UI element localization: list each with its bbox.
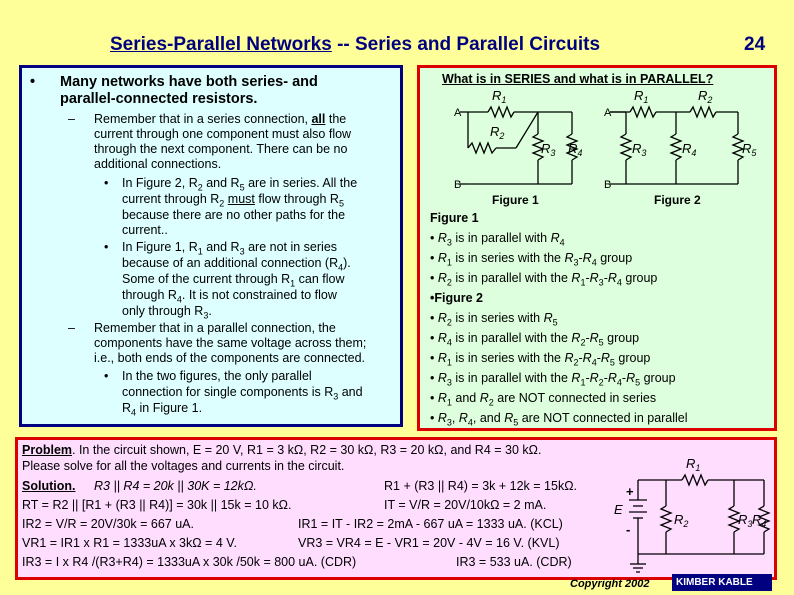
title-sub: -- Series and Parallel Circuits xyxy=(331,34,601,55)
circuit-e-label: E xyxy=(614,502,623,517)
dash2-line1: Remember that in a parallel connection, the xyxy=(94,321,336,335)
fig1-heading: Figure 1 xyxy=(430,211,479,225)
sub2-line2: because of an additional connection $(R_4)$. xyxy=(122,256,351,273)
dash1-line2: current through one component must also flow xyxy=(94,127,352,141)
sub-bullet: • xyxy=(104,369,109,383)
fig2-r2-label: $R_2$ xyxy=(698,88,713,105)
sub1-line4: current.. xyxy=(122,223,168,237)
problem-circuit xyxy=(614,454,774,578)
fig2-node-a: A xyxy=(604,107,612,119)
page-title xyxy=(110,34,600,56)
solution-2b: IT = V/R = 20V/10kΩ = 2 mA. xyxy=(384,498,547,512)
circuit-r4-label: $R_4$ xyxy=(752,512,767,529)
fig1-r3-label: $R_3$ xyxy=(541,141,556,158)
fig2-r4-label: $R_4$ xyxy=(682,141,697,158)
circuit-minus: - xyxy=(626,522,631,537)
page-number: 24 xyxy=(744,34,766,55)
fig1-node-a: A xyxy=(454,107,462,119)
series-parallel-header: What is in SERIES and what is in PARALLEL? xyxy=(442,72,714,86)
fig2-item-e: • $R_1$ and $R_2$ are NOT connected in series xyxy=(430,391,657,408)
dash-marker: – xyxy=(68,112,75,126)
bullet1-line1: Many networks have both series- and xyxy=(60,74,318,90)
solution-1b: R1 + (R3 || R4) = 3k + 12k = 15kΩ. xyxy=(384,479,578,493)
sub2-line4: through $R_4$. It is not constrained to flow xyxy=(122,288,337,305)
sub3-line3: $R_4$ in Figure 1. xyxy=(122,401,203,418)
fig1-r1-label: $R_1$ xyxy=(492,88,507,105)
solution-2a: RT = R2 || [R1 + (R3 || R4)] = 30k || 15k = 10 kΩ. xyxy=(22,498,292,512)
circuit-r3-label: $R_3$ xyxy=(738,512,753,529)
sub1-line3: because there are no other paths for the xyxy=(122,208,346,222)
figures-diagram xyxy=(420,86,774,214)
solution-3b: IR1 = IT - IR2 = 2mA - 667 uA = 1333 uA. (KCL) xyxy=(298,517,563,531)
circuit-r2-label: $R_2$ xyxy=(674,512,689,529)
solution-1a: R3 || R4 = 20k || 30K = 12kΩ. xyxy=(94,479,257,493)
sub1-line2: current through $R_2$ must flow through $R_5$ xyxy=(122,192,344,209)
dash2-line3: i.e., both ends of the components are connected. xyxy=(94,351,366,365)
fig1-caption: Figure 1 xyxy=(492,193,539,207)
problem-panel xyxy=(15,437,777,580)
fig2-r1-label: $R_1$ xyxy=(634,88,649,105)
left-panel xyxy=(19,65,403,427)
solution-3a: IR2 = V/R = 20V/30k = 667 uA. xyxy=(22,517,194,531)
fig1-r2-label: $R_2$ xyxy=(490,124,505,141)
problem-line2: Please solve for all the voltages and currents in the circuit. xyxy=(22,459,345,473)
fig2-item-f: • $R_3$, $R_4$, and $R_5$ are NOT connected in parallel xyxy=(430,411,688,428)
solution-label: Solution. xyxy=(22,479,76,493)
bullet-dot: • xyxy=(30,74,36,90)
sub2-line5: only through $R_3$. xyxy=(122,304,212,321)
title-main: Series-Parallel Networks xyxy=(110,34,332,55)
sub2-line3: Some of the current through $R_1$ can flow xyxy=(122,272,345,289)
fig1-r4-label: $R_4$ xyxy=(568,141,583,158)
circuit-plus: + xyxy=(626,484,634,499)
sub-bullet: • xyxy=(104,240,109,254)
solution-5a: IR3 = I x R4 /(R3+R4) = 1333uA x 30k /50k = 800 uA. (CDR) xyxy=(22,555,357,569)
bullet1-line2: parallel-connected resistors. xyxy=(60,91,258,107)
fig2-r3-label: $R_3$ xyxy=(632,141,647,158)
solution-5b: IR3 = 533 uA. (CDR) xyxy=(456,555,572,569)
right-panel xyxy=(417,65,777,431)
kimber-kable-logo: KIMBER KABLE xyxy=(672,574,772,591)
fig1-item-b: • $R_1$ is in series with the $R_3-R_4$ group xyxy=(430,251,633,268)
circuit-r1-label: $R_1$ xyxy=(686,456,701,473)
problem-line1: Problem. In the circuit shown, E = 20 V, R1 = 3 kΩ, R2 = 30 kΩ, R3 = 20 kΩ, and R4 = 30 kΩ. xyxy=(22,443,542,457)
fig2-item-b: • $R_4$ is in parallel with the $R_2-R_5$ group xyxy=(430,331,640,348)
sub-bullet: • xyxy=(104,176,109,190)
fig1-node-b: B xyxy=(454,179,462,191)
fig1-item-a: • $R_3$ is in parallel with $R_4$ xyxy=(430,231,565,248)
solution-4b: VR3 = VR4 = E - VR1 = 20V - 4V = 16 V. (KVL) xyxy=(298,536,560,550)
copyright-text: Copyright 2002 xyxy=(570,578,650,590)
dash1-line3: through the next component. There can be no xyxy=(94,142,348,156)
sub1-line1: In Figure 2, $R_2$ and $R_5$ are in series. All the xyxy=(122,176,358,193)
dash1-line4: additional connections. xyxy=(94,157,222,171)
sub2-line1: In Figure 1, $R_1$ and $R_3$ are not in series xyxy=(122,240,338,257)
fig1-item-c: • $R_2$ is in parallel with the $R_1-R_3-R_4$ group xyxy=(430,271,658,288)
fig2-r5-label: $R_5$ xyxy=(742,141,757,158)
fig2-node-b: B xyxy=(604,179,612,191)
dash2-line2: components have the same voltage across them; xyxy=(94,336,367,350)
sub3-line1: In the two figures, the only parallel xyxy=(122,369,312,383)
solution-4a: VR1 = IR1 x R1 = 1333uA x 3kΩ = 4 V. xyxy=(22,536,237,550)
fig2-item-c: • $R_1$ is in series with the $R_2-R_4-R_5$ group xyxy=(430,351,651,368)
fig2-item-a: • $R_2$ is in series with $R_5$ xyxy=(430,311,558,328)
fig2-item-d: • $R_3$ is in parallel with the $R_1-R_2-R_4-R_5$ group xyxy=(430,371,676,388)
dash-marker: – xyxy=(68,321,75,335)
sub3-line2: connection for single components is $R_3$ and xyxy=(122,385,363,402)
fig2-heading: •Figure 2 xyxy=(430,291,483,305)
dash1-line1: Remember that in a series connection, all the xyxy=(94,112,347,126)
fig2-caption: Figure 2 xyxy=(654,193,701,207)
